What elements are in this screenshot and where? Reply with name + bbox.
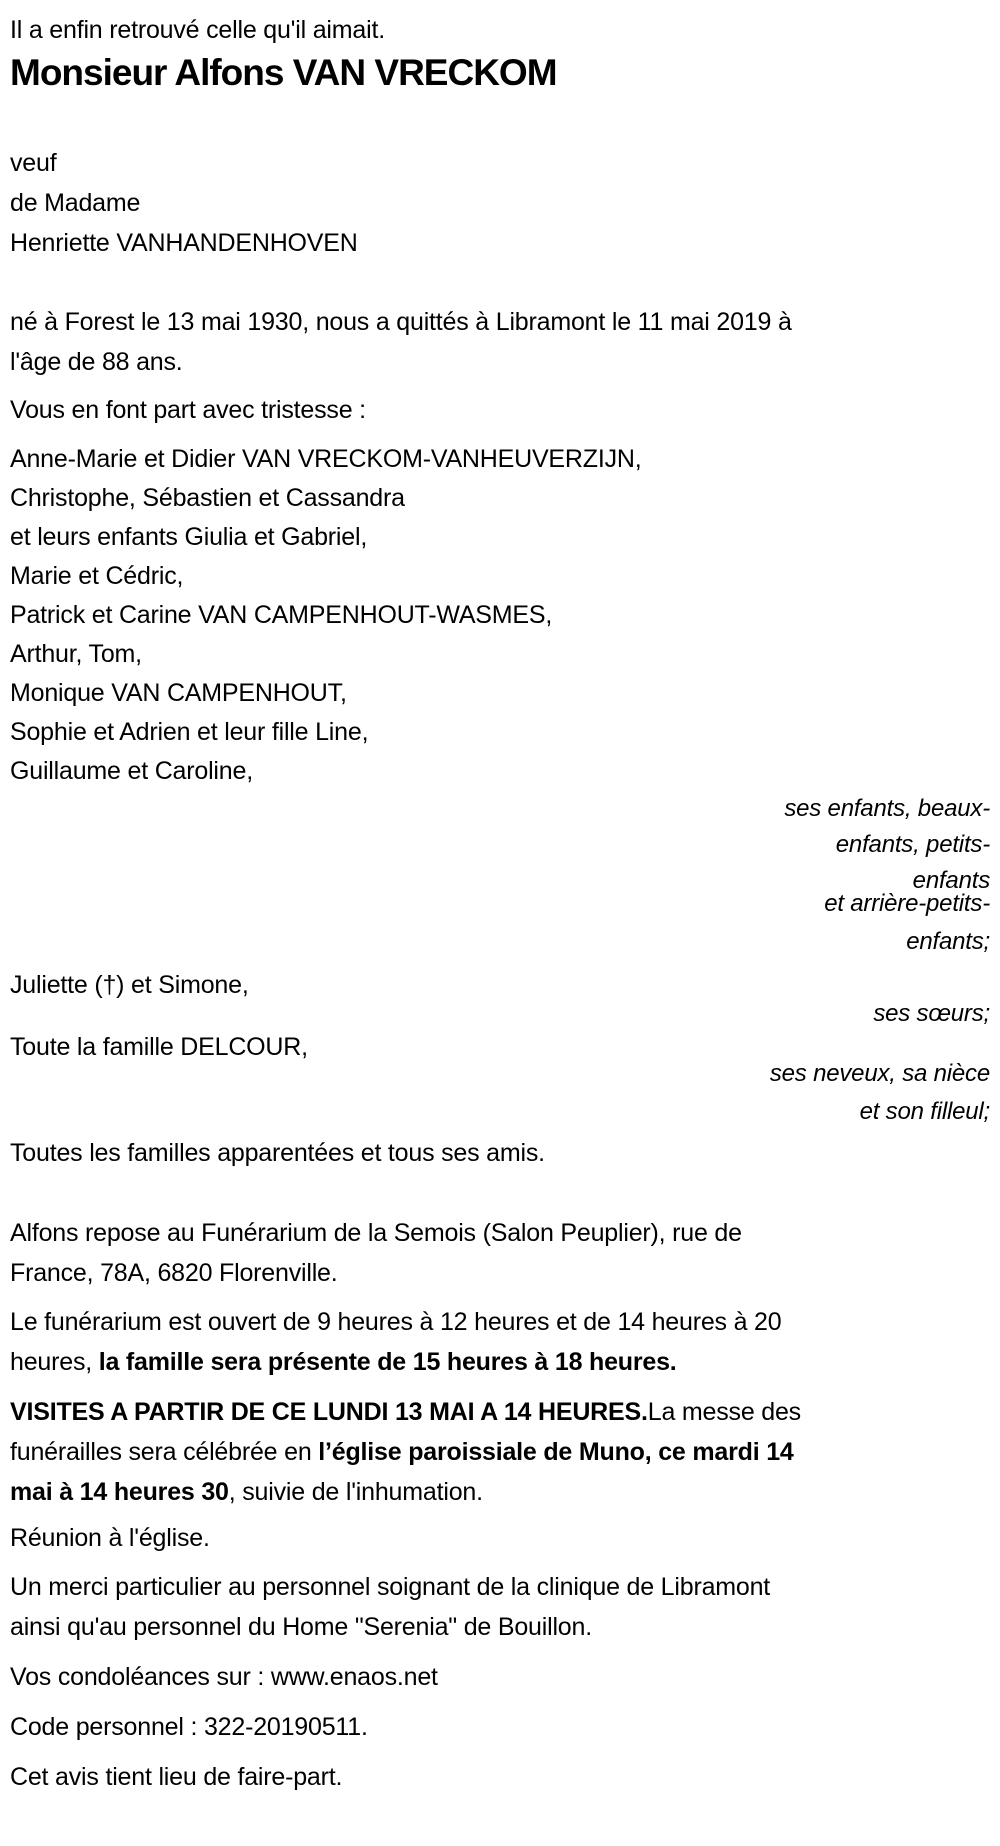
- text-line: enfants;: [906, 928, 990, 955]
- bold-text-segment: l’église paroissiale de Muno, ce mardi 14: [318, 1438, 794, 1466]
- relation-sisters-label: ses sœurs;: [873, 1000, 990, 1027]
- family-delcour: Toute la famille DELCOUR,: [10, 1033, 308, 1061]
- text-line: et son filleul;: [859, 1098, 990, 1125]
- text-segment: Le funérarium est ouvert de 9 heures à 12 heures et de 14 heures à 20: [10, 1308, 782, 1336]
- text-segment: La messe des: [647, 1398, 801, 1426]
- deceased-name-title: Monsieur Alfons VAN VRECKOM: [10, 52, 557, 93]
- final-notice-line: Cet avis tient lieu de faire-part.: [10, 1763, 343, 1791]
- text-segment: heures,: [10, 1348, 99, 1376]
- personal-code-line: Code personnel : 322-20190511.: [10, 1713, 368, 1741]
- text-line: Henriette VANHANDENHOVEN: [10, 229, 358, 257]
- funeral-home-address: [10, 1213, 990, 1293]
- text-line: Anne-Marie et Didier VAN VRECKOM-VANHEUVERZIJN,: [10, 445, 642, 473]
- birth-death-dates: [10, 302, 990, 382]
- visits-and-mass-info: [10, 1392, 990, 1512]
- text-line: de Madame: [10, 189, 141, 217]
- epitaph-line: Il a enfin retrouvé celle qu'il aimait.: [10, 16, 385, 44]
- text-line: et arrière-petits-: [824, 890, 990, 917]
- text-line: ses enfants, beaux-: [784, 795, 990, 822]
- text-line: Patrick et Carine VAN CAMPENHOUT-WASMES,: [10, 601, 553, 629]
- text-line: et leurs enfants Giulia et Gabriel,: [10, 523, 368, 551]
- sisters-names: Juliette (†) et Simone,: [10, 971, 249, 999]
- bold-text-segment: mai à 14 heures 30: [10, 1478, 229, 1506]
- text-line: France, 78A, 6820 Florenville.: [10, 1259, 338, 1287]
- reunion-line: Réunion à l'église.: [10, 1524, 210, 1552]
- condolences-website-line: Vos condoléances sur : www.enaos.net: [10, 1663, 438, 1691]
- text-line: Guillaume et Caroline,: [10, 757, 253, 785]
- text-line: Alfons repose au Funérarium de la Semois (Salon Peuplier), rue de: [10, 1219, 742, 1247]
- relation-great-grandchildren-label: [10, 885, 990, 961]
- text-line: Marie et Cédric,: [10, 562, 184, 590]
- text-line: enfants: [912, 867, 990, 894]
- relatives-list: [10, 440, 990, 791]
- text-line: enfants, petits-: [835, 831, 990, 858]
- bold-text-segment: la famille sera présente de 15 heures à 18 heures.: [98, 1348, 677, 1376]
- text-line: Arthur, Tom,: [10, 640, 142, 668]
- announcement-line: Vous en font part avec tristesse :: [10, 396, 366, 424]
- text-line: l'âge de 88 ans.: [10, 348, 183, 376]
- text-line: Christophe, Sébastien et Cassandra: [10, 484, 405, 512]
- text-line: ses neveux, sa nièce: [769, 1060, 990, 1087]
- opening-hours: [10, 1302, 990, 1382]
- marital-status: [10, 143, 990, 263]
- text-line: Monique VAN CAMPENHOUT,: [10, 679, 347, 707]
- text-line: ainsi qu'au personnel du Home "Serenia" de Bouillon.: [10, 1613, 592, 1641]
- all-families-line: Toutes les familles apparentées et tous ses amis.: [10, 1139, 545, 1167]
- text-line: Sophie et Adrien et leur fille Line,: [10, 718, 369, 746]
- text-line: né à Forest le 13 mai 1930, nous a quittés à Libramont le 11 mai 2019 à: [10, 308, 792, 336]
- thanks-paragraph: [10, 1567, 990, 1647]
- relation-children-label: [10, 791, 990, 899]
- text-segment: , suivie de l'inhumation.: [228, 1478, 483, 1506]
- text-line: veuf: [10, 149, 57, 177]
- text-segment: funérailles sera célébrée en: [10, 1438, 319, 1466]
- bold-text-segment: VISITES A PARTIR DE CE LUNDI 13 MAI A 14 HEURES.: [10, 1398, 648, 1426]
- text-line: Un merci particulier au personnel soignant de la clinique de Libramont: [10, 1573, 771, 1601]
